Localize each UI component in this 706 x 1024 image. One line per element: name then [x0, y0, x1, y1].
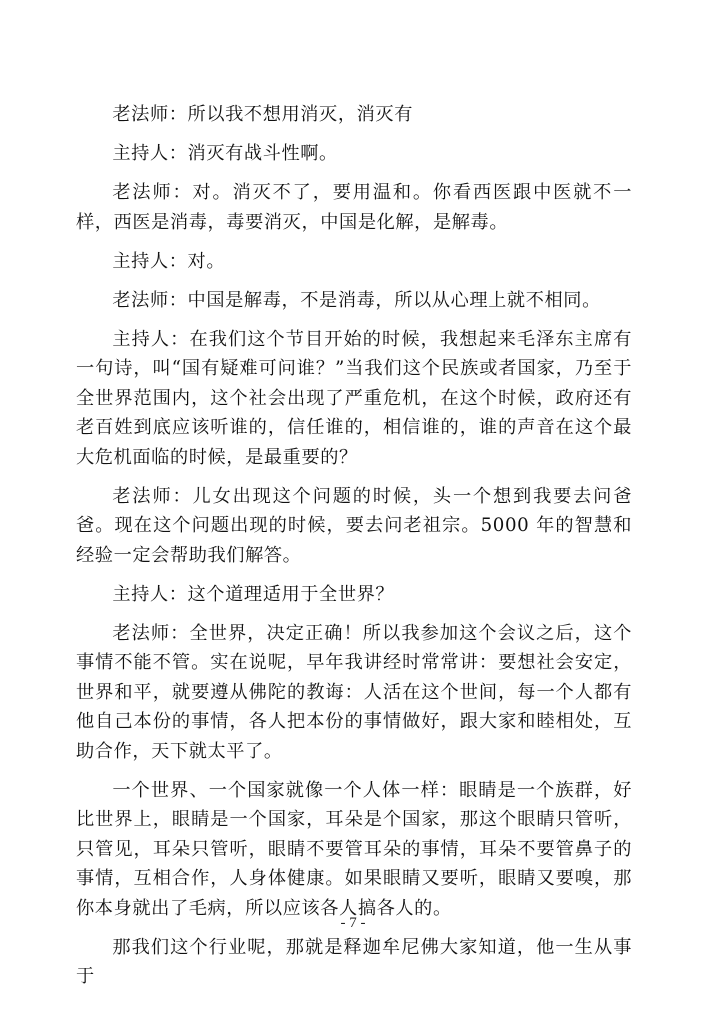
page-number: - 7 -	[340, 915, 366, 931]
paragraph-dialogue: 主持人：消灭有战斗性啊。	[112, 143, 338, 164]
paragraph-body: 那我们这个行业呢，那就是释迦牟尼佛大家知道，他一生从事于	[76, 936, 632, 987]
paragraph-dialogue: 主持人：这个道理适用于全世界？	[112, 583, 395, 605]
paragraph-dialogue: 老法师：所以我不想用消灭，消灭有	[112, 104, 413, 125]
paragraph-dialogue: 老法师：对。消灭不了，要用温和。你看西医跟中医就不一样，西医是消毒，毒要消灭，中国是化解，是解毒。	[76, 182, 632, 233]
paragraph-dialogue: 主持人：对。	[112, 250, 226, 272]
document-page	[76, 100, 632, 1001]
paragraph-body: 一个世界、一个国家就像一个人体一样：眼睛是一个族群，好比世界上，眼睛是一个国家，耳朵是个国家，那这个眼睛只管听，只管见，耳朵只管听，眼睛不要管耳朵的事情，耳朵不要管鼻子的事情，互相合作，人身体健康。如果眼睛又要听，眼睛又要嗅，那你本身就出了毛病，所以应该各人搞各人的。	[76, 779, 632, 919]
paragraph-dialogue: 老法师：全世界，决定正确！所以我参加这个会议之后，这个事情不能不管。实在说呢，早年我讲经时常常讲：要想社会安定，世界和平，就要遵从佛陀的教诲：人活在这个世间，每一个人都有他自己本份的事情，各人把本份的事情做好，跟大家和睦相处，互助合作，天下就太平了。	[76, 622, 632, 762]
paragraph-dialogue: 主持人：在我们这个节目开始的时候，我想起来毛泽东主席有一句诗，叫“国有疑难可问谁？”当我们这个民族或者国家，乃至于全世界范围内，这个社会出现了严重危机，在这个时候，政府还有老百姓到底应该听谁的，信任谁的，相信谁的，谁的声音在这个最大危机面临的时候，是最重要的？	[76, 328, 632, 468]
paragraph-dialogue: 老法师：中国是解毒，不是消毒，所以从心理上就不相同。	[112, 289, 601, 311]
paragraph-dialogue: 老法师：儿女出现这个问题的时候，头一个想到我要去问爸爸。现在这个问题出现的时候，要去问老祖宗。5000 年的智慧和经验一定会帮助我们解答。	[76, 485, 632, 566]
